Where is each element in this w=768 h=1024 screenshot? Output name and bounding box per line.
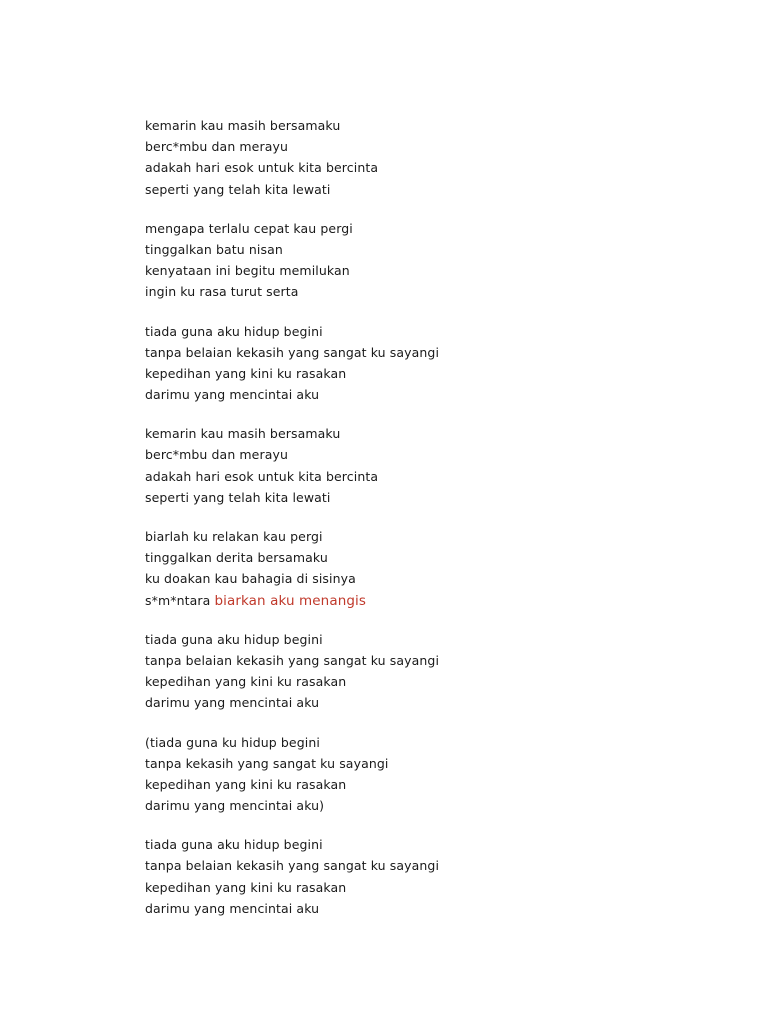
lyric-line: ingin ku rasa turut serta — [145, 284, 299, 300]
lyric-line: ku doakan kau bahagia di sisinya — [145, 571, 356, 587]
stanza-4 — [145, 423, 705, 508]
lyrics-body — [145, 115, 705, 937]
lyric-line-mixed — [145, 590, 705, 611]
lyric-line: kepedihan yang kini ku rasakan — [145, 674, 347, 690]
lyric-line: biarlah ku relakan kau pergi — [145, 529, 323, 544]
lyric-line: adakah hari esok untuk kita bercinta — [145, 468, 379, 484]
stanza-3 — [145, 321, 705, 406]
lyric-line: darimu yang mencintai aku — [145, 695, 320, 711]
lyric-line: kepedihan yang kini ku rasakan — [145, 776, 347, 792]
lyric-line: seperti yang telah kita lewati — [145, 181, 331, 197]
lyric-line: tanpa belaian kekasih yang sangat ku sayangi — [145, 858, 440, 874]
lyric-line: tanpa belaian kekasih yang sangat ku sayangi — [145, 344, 440, 360]
lyric-line-plain: s*m*ntara — [145, 592, 215, 608]
lyric-line: tinggalkan batu nisan — [145, 241, 283, 257]
lyric-line: adakah hari esok untuk kita bercinta — [145, 160, 379, 176]
lyric-line: (tiada guna ku hidup begini — [145, 734, 320, 750]
lyric-line: tanpa kekasih yang sangat ku sayangi — [145, 755, 389, 771]
lyric-line: kepedihan yang kini ku rasakan — [145, 879, 347, 895]
stanza-2 — [145, 218, 705, 303]
lyric-line: tanpa belaian kekasih yang sangat ku sayangi — [145, 652, 440, 668]
lyric-line: tinggalkan derita bersamaku — [145, 550, 328, 566]
lyric-line: darimu yang mencintai aku) — [145, 798, 325, 814]
stanza-5 — [145, 526, 705, 611]
lyric-line: seperti yang telah kita lewati — [145, 489, 331, 505]
stanza-7 — [145, 732, 705, 817]
lyric-line: kepedihan yang kini ku rasakan — [145, 365, 347, 381]
lyric-line: darimu yang mencintai aku — [145, 387, 320, 403]
lyric-line: tiada guna aku hidup begini — [145, 837, 323, 853]
stanza-8 — [145, 834, 705, 919]
lyric-line: tiada guna aku hidup begini — [145, 323, 323, 339]
lyric-line: berc*mbu dan merayu — [145, 447, 288, 463]
stanza-1 — [145, 115, 705, 200]
lyric-highlight-text: biarkan aku menangis — [214, 592, 367, 609]
lyric-line: darimu yang mencintai aku — [145, 900, 320, 916]
lyric-line: berc*mbu dan merayu — [145, 139, 288, 155]
lyric-line: kemarin kau masih bersamaku — [145, 426, 341, 442]
lyric-line: tiada guna aku hidup begini — [145, 631, 323, 647]
lyric-line: kenyataan ini begitu memilukan — [145, 263, 350, 279]
stanza-6 — [145, 629, 705, 714]
lyric-line: kemarin kau masih bersamaku — [145, 118, 341, 133]
lyric-line: mengapa terlalu cepat kau pergi — [145, 220, 353, 236]
